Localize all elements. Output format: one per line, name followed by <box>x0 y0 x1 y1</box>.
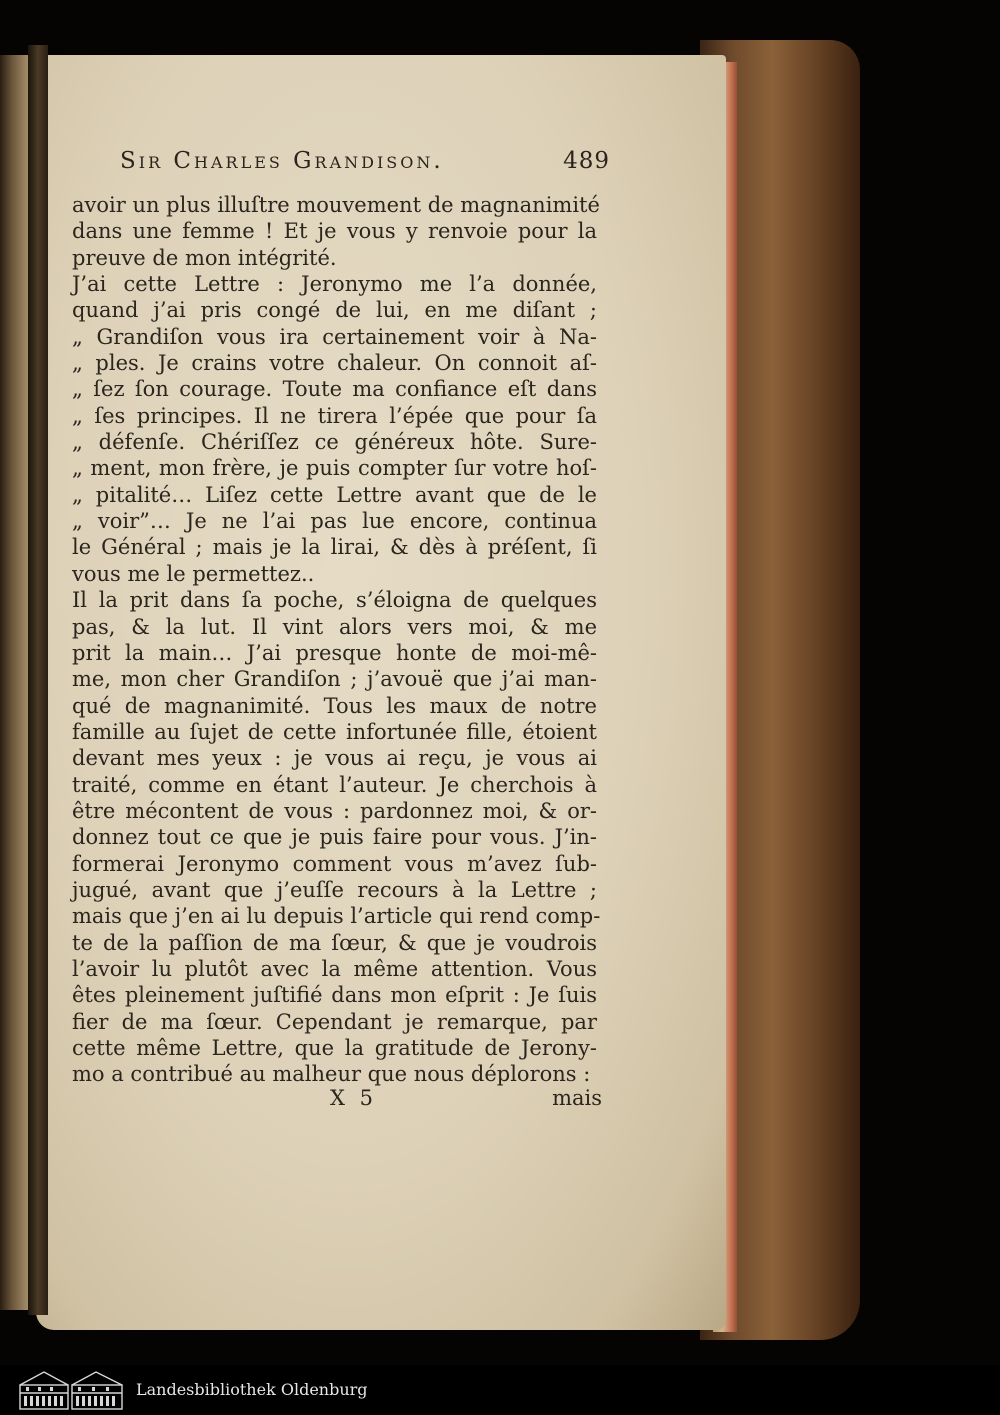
text-line: prit la main… J’ai presque honte de moi-mê- <box>72 640 597 665</box>
text-line: „ ment, mon frère, je puis compter ſur votre hoſ- <box>72 456 597 481</box>
text-line: mais que j’en ai lu depuis l’article qui rend comp- <box>72 904 601 929</box>
text-line: J’ai cette Lettre : Jeronymo me l’a donnée, <box>72 272 597 297</box>
text-line: être mécontent de vous : pardonnez moi, & or- <box>72 798 597 823</box>
book-gutter <box>28 45 48 1315</box>
text-line: quand j’ai pris congé de lui, en me diſant ; <box>72 298 597 323</box>
text-line: jugué, avant que j’euſſe recours à la Lettre ; <box>72 877 597 902</box>
library-name: Landesbibliothek Oldenburg <box>136 1380 368 1399</box>
text-line: „ défenſe. Chériſſez ce généreux hôte. Sure- <box>72 430 597 455</box>
text-line: vous me le permettez.. <box>72 561 315 586</box>
page-footer <box>72 1086 602 1116</box>
text-line: le Général ; mais je la lirai, & dès à préſent, ſi <box>72 535 597 560</box>
text-line: fier de ma ſœur. Cependant je remarque, par <box>72 1009 597 1034</box>
branding-bar <box>0 1365 1000 1415</box>
text-line: cette même Lettre, que la gratitude de Jerony- <box>72 1036 597 1060</box>
text-line: „ pitalité… Liſez cette Lettre avant que de le <box>72 482 597 507</box>
text-line: avoir un plus illuſtre mouvement de magnanimité <box>72 193 600 217</box>
text-line: mo a contribué au malheur que nous déplorons : <box>72 1062 591 1087</box>
text-line: traité, comme en étant l’auteur. Je cherchois à <box>72 772 597 797</box>
text-line: pas, & la lut. Il vint alors vers moi, & me <box>72 614 597 639</box>
running-title: Sir Charles Grandison. <box>120 148 444 174</box>
text-line: formerai Jeronymo comment vous m’avez ſub- <box>72 851 597 876</box>
text-line: preuve de mon intégrité. <box>72 245 337 270</box>
text-line: te de la paſſion de ma ſœur, & que je voudrois <box>72 930 597 955</box>
text-line: „ voir”… Je ne l’ai pas lue encore, continua <box>72 509 597 534</box>
text-line: famille au ſujet de cette infortunée fille, étoient <box>72 719 597 744</box>
text-line: dans une femme ! Et je vous y renvoie pour la <box>72 219 597 244</box>
text-line: qué de magnanimité. Tous les maux de notre <box>72 693 597 718</box>
catchword: mais <box>552 1086 602 1110</box>
page-number: 489 <box>563 148 610 174</box>
text-line: êtes pleinement juſtifié dans mon eſprit : Je ſuis <box>72 983 597 1008</box>
text-line: Il la prit dans ſa poche, s’éloigna de quelques <box>72 588 597 613</box>
text-line: „ Grandiſon vous ira certainement voir à Na- <box>72 324 597 349</box>
running-header <box>120 148 610 184</box>
text-line: me, mon cher Grandiſon ; j’avouë que j’ai man- <box>72 667 597 692</box>
text-line: „ ples. Je crains votre chaleur. On connoit aſ- <box>72 351 597 376</box>
text-line: „ ſes principes. Il ne tirera l’épée que pour ſa <box>72 403 597 428</box>
text-line: „ ſez ſon courage. Toute ma confiance eſt dans <box>72 377 597 402</box>
library-building-icon <box>16 1369 128 1411</box>
text-line: l’avoir lu plutôt avec la même attention. Vous <box>72 956 597 981</box>
text-line: devant mes yeux : je vous ai reçu, je vous ai <box>72 746 597 771</box>
body-text <box>72 192 601 1088</box>
signature-mark: X 5 <box>330 1086 377 1110</box>
text-line: donnez tout ce que je puis faire pour vous. J’in- <box>72 825 597 850</box>
